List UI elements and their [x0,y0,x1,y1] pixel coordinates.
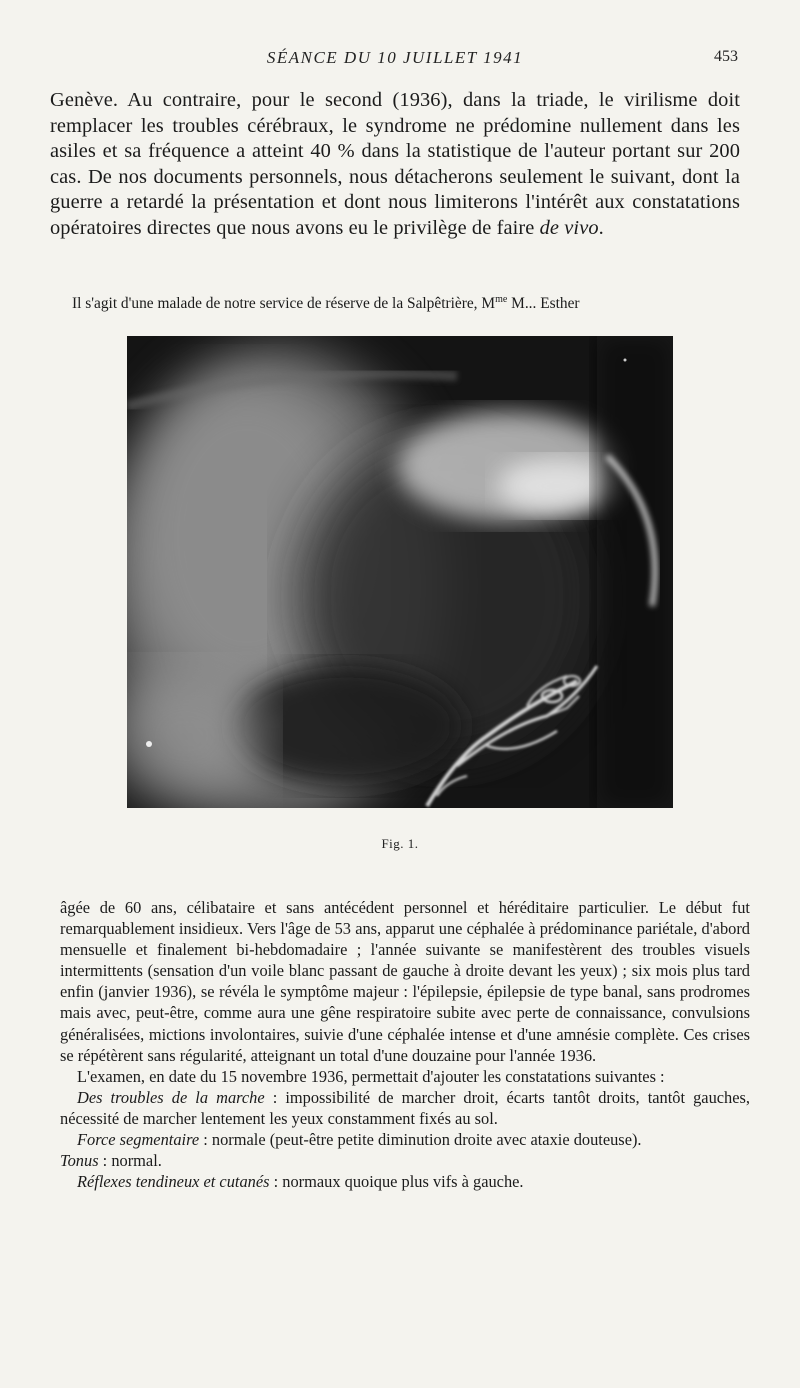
running-head [52,48,738,72]
strength-text: : normale (peut-être petite diminution droite avec ataxie douteuse). [199,1130,642,1150]
strength-label: Force segmentaire [77,1130,200,1150]
body-paragraph-5 [60,1150,750,1171]
intro-italic-term: de vivo [539,216,599,239]
body-paragraph-1: âgée de 60 ans, célibataire et sans antécédent personnel et héréditaire particulier. Le début fut remarquablement insidieux. Vers l'âge de 53 ans, apparut une céphalée à prédominance pariétale, d'abord mensuelle et finalement bi-hebdomadaire ; l'année suivante se manifestèrent des troubles visuels intermittents (sensation d'un voile blanc passant de gauche à droite devant les yeux) ; six mois plus tard enfin (janvier 1936), se révéla le symptôme majeur : l'épilepsie, épilepsie de type banal, sans prodromes mais avec, peut-être, comme aura une gêne respiratoire subite avec perte de connaissance, convulsions généralisées, mictions involontaires, suivie d'une céphalée intense et d'une amnésie complète. Ces crises se répétèrent sans régularité, atteignant un total d'une douzaine pour l'année 1936. [60,898,750,1065]
case-line-superscript: me [495,294,508,305]
intro-text: Genève. Au contraire, pour le second (1936), dans la triade, le virilisme doit remplacer les troubles cérébraux, le syndrome ne prédomine nullement dans les asiles et sa fréquence a atteint 40 % dans la statistique de l'auteur portant sur 200 cas. De nos documents personnels, nous détacherons seulement le suivant, dont la guerre a retardé la présentation et dont nous limiterons l'intérêt aux constatations opératoires directes que nous avons eu le privilège de faire [50,89,740,239]
body-text [60,897,750,1192]
case-line-after: M... Esther [507,295,580,313]
radiograph-image [127,336,673,808]
gait-label: Des troubles de la marche [77,1087,265,1107]
figure-radiograph [127,336,673,808]
reflexes-text: : normaux quoique plus vifs à gauche. [269,1172,524,1192]
body-paragraph-2: L'examen, en date du 15 novembre 1936, permettait d'ajouter les constatations suivantes : [77,1066,665,1086]
body-paragraph-4 [60,1129,750,1150]
figure-caption: Fig. 1. [381,836,419,851]
body-paragraph-3 [60,1087,750,1129]
body-paragraph-6 [60,1171,750,1192]
case-intro-line [72,290,740,314]
page-number: 453 [714,48,738,65]
intro-end-punct: . [598,216,604,239]
gait-text: : impossibilité de marcher droit, écarts tantôt droits, tantôt gauches, nécessité de marcher lentement les yeux constamment fixés au sol. [60,1087,750,1128]
reflexes-label: Réflexes tendineux et cutanés [77,1172,270,1192]
running-title: SÉANCE DU 10 JUILLET 1941 [266,48,524,67]
tonus-label: Tonus [60,1151,99,1171]
intro-paragraph [50,88,740,242]
case-line-before: Il s'agit d'une malade de notre service de réserve de la Salpêtrière, M [72,295,496,313]
tonus-text: : normal. [98,1151,162,1171]
